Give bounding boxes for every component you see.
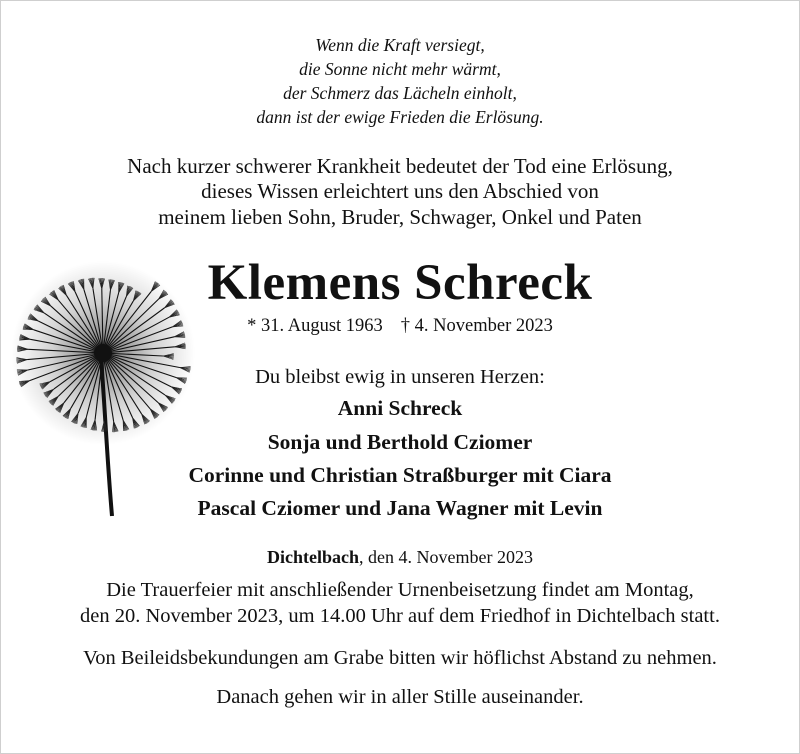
mourner-name: Sonja und Berthold Cziomer: [267, 430, 533, 454]
ceremony-line-2: den 20. November 2023, um 14.00 Uhr auf dem Friedhof in Dichtelbach statt.: [80, 605, 720, 627]
poem-line-1: Wenn die Kraft versiegt,: [315, 35, 485, 55]
birth-date: * 31. August 1963: [247, 316, 383, 336]
poem-line-4: dann ist der ewige Frieden die Erlösung.: [256, 107, 544, 127]
life-dates: [0, 316, 800, 337]
closing-note: Danach gehen wir in aller Stille auseinander.: [216, 686, 584, 708]
mourners-heading: Du bleibst ewig in unseren Herzen:: [255, 366, 545, 388]
place-date: [0, 547, 800, 568]
mourner-name: Corinne und Christian Straßburger mit Ciara: [188, 463, 612, 487]
mourner-name: Pascal Cziomer und Jana Wagner mit Levin: [197, 496, 603, 520]
mourner-name: Anni Schreck: [337, 396, 463, 420]
intro-line-2: dieses Wissen erleichtert uns den Abschied von: [201, 179, 599, 203]
intro-line-3: meinem lieben Sohn, Bruder, Schwager, Onkel und Paten: [158, 205, 642, 229]
death-date: † 4. November 2023: [400, 316, 553, 336]
deceased-name: Klemens Schreck: [207, 255, 593, 311]
condolence-note: Von Beileidsbekundungen am Grabe bitten wir höflichst Abstand zu nehmen.: [83, 647, 717, 669]
ceremony-line-1: Die Trauerfeier mit anschließender Urnenbeisetzung findet am Montag,: [106, 579, 694, 601]
intro-line-1: Nach kurzer schwerer Krankheit bedeutet der Tod eine Erlösung,: [127, 154, 673, 178]
poem-line-2: die Sonne nicht mehr wärmt,: [299, 59, 501, 79]
notice-date: , den 4. November 2023: [359, 547, 533, 567]
poem-line-3: der Schmerz das Lächeln einholt,: [283, 83, 517, 103]
place-name: Dichtelbach: [267, 547, 360, 567]
